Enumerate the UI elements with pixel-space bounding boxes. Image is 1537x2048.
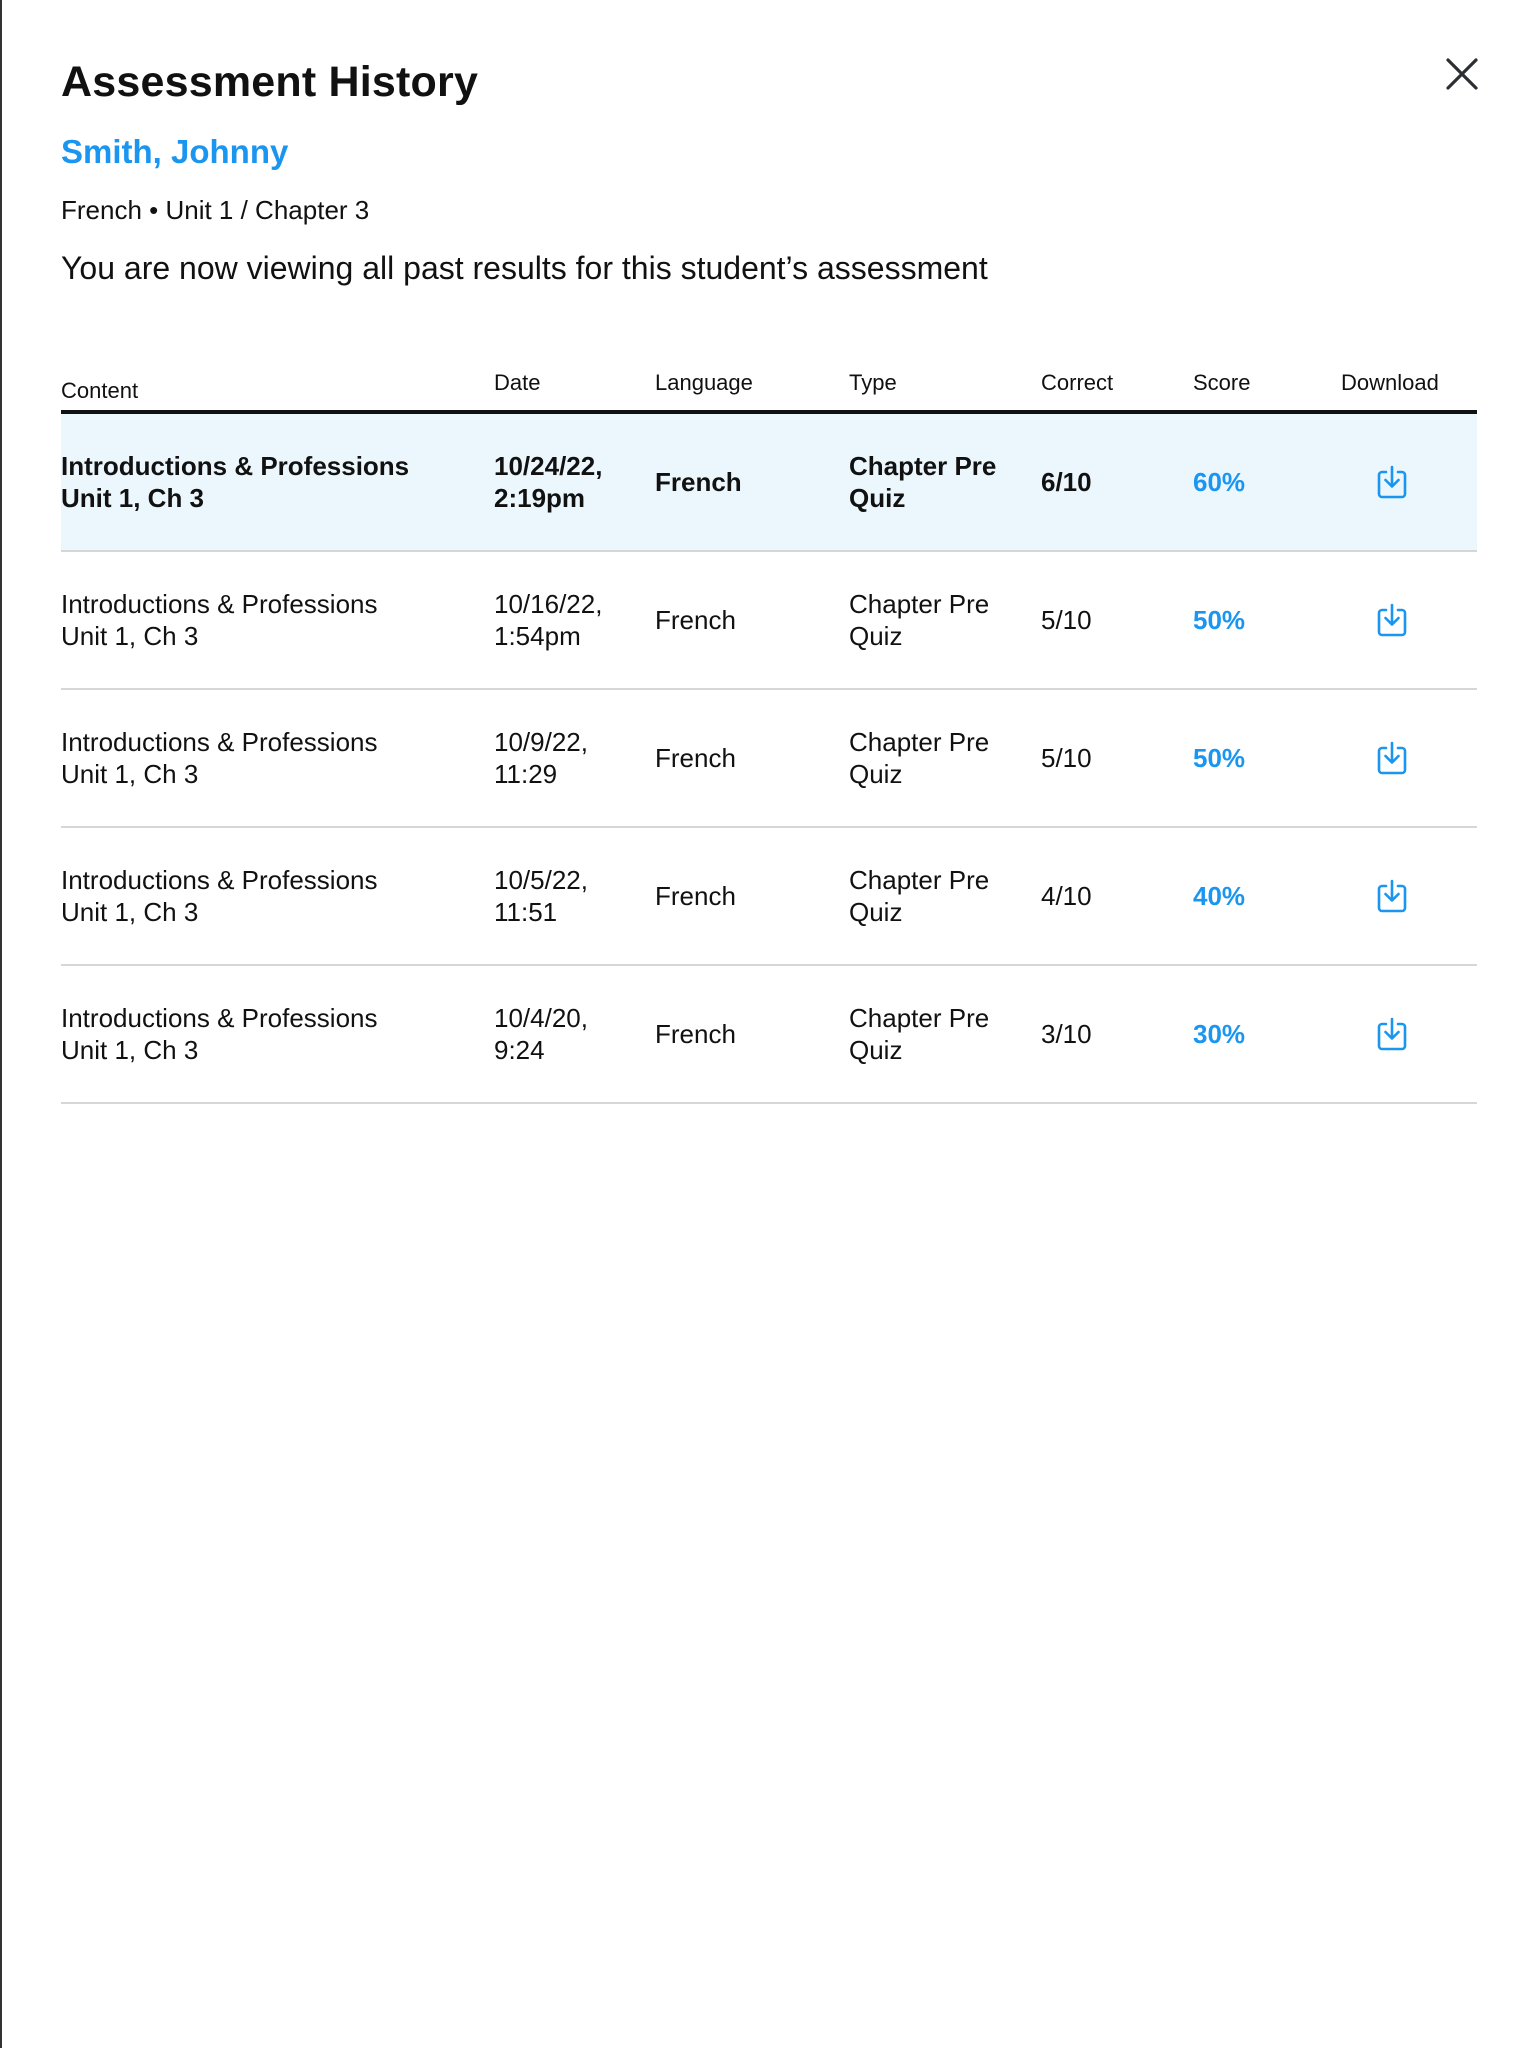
date-cell xyxy=(494,690,588,826)
language: French xyxy=(655,743,736,773)
type-cell xyxy=(849,828,989,964)
correct-cell xyxy=(1041,690,1092,826)
content-cell xyxy=(61,828,378,964)
type-cell xyxy=(849,690,989,826)
download-button[interactable] xyxy=(1375,1016,1409,1052)
score-cell xyxy=(1193,690,1245,826)
type-line1: Chapter Pre xyxy=(849,589,990,619)
date-cell xyxy=(494,552,602,688)
score-cell xyxy=(1193,552,1245,688)
download-button[interactable] xyxy=(1375,878,1409,914)
correct: 5/10 xyxy=(1041,605,1092,635)
download-icon xyxy=(1375,740,1409,776)
language: French xyxy=(655,881,736,911)
score: 40% xyxy=(1193,881,1246,911)
content-cell xyxy=(61,552,378,688)
content-unit: Unit 1, Ch 3 xyxy=(61,621,199,651)
col-download: Download xyxy=(1341,370,1439,395)
type-line1: Chapter Pre xyxy=(849,727,990,757)
table-row[interactable] xyxy=(61,690,1477,828)
correct-cell xyxy=(1041,828,1092,964)
table-row[interactable] xyxy=(61,414,1477,552)
content-unit: Unit 1, Ch 3 xyxy=(61,1035,199,1065)
student-name-link[interactable]: Smith, Johnny xyxy=(61,133,289,170)
date-cell xyxy=(494,966,588,1102)
content-title: Introductions & Professions xyxy=(61,727,378,757)
download-icon xyxy=(1375,464,1409,500)
content-cell xyxy=(61,690,378,826)
type-line1: Chapter Pre xyxy=(849,451,997,481)
download-button[interactable] xyxy=(1375,464,1409,500)
content-title: Introductions & Professions xyxy=(61,865,378,895)
description: You are now viewing all past results for this student’s assessment xyxy=(61,250,988,286)
type-line2: Quiz xyxy=(849,621,903,651)
col-language[interactable]: Language xyxy=(655,370,753,395)
page-title: Assessment History xyxy=(61,58,479,106)
time: 9:24 xyxy=(494,1035,545,1065)
score: 50% xyxy=(1193,605,1246,635)
date: 10/16/22, xyxy=(494,589,603,619)
date-cell xyxy=(494,414,602,550)
col-date[interactable]: Date xyxy=(494,370,541,395)
content-unit: Unit 1, Ch 3 xyxy=(61,759,199,789)
time: 11:29 xyxy=(494,759,558,789)
correct-cell xyxy=(1041,414,1092,550)
table-header xyxy=(61,355,1477,414)
breadcrumb: French • Unit 1 / Chapter 3 xyxy=(61,195,370,225)
type-line2: Quiz xyxy=(849,897,903,927)
type-cell xyxy=(849,966,989,1102)
language: French xyxy=(655,1019,736,1049)
type-line2: Quiz xyxy=(849,483,906,513)
content-unit: Unit 1, Ch 3 xyxy=(61,483,205,513)
close-icon xyxy=(1444,56,1480,92)
download-button[interactable] xyxy=(1375,740,1409,776)
score: 30% xyxy=(1193,1019,1246,1049)
table-row[interactable] xyxy=(61,552,1477,690)
close-button[interactable] xyxy=(1444,56,1480,92)
table-row[interactable] xyxy=(61,966,1477,1104)
score: 60% xyxy=(1193,467,1246,497)
score: 50% xyxy=(1193,743,1246,773)
language-cell xyxy=(655,828,736,964)
score-cell xyxy=(1193,828,1245,964)
content-title: Introductions & Professions xyxy=(61,589,378,619)
language-cell xyxy=(655,690,736,826)
download-button[interactable] xyxy=(1375,602,1409,638)
type-line1: Chapter Pre xyxy=(849,1003,990,1033)
col-correct[interactable]: Correct xyxy=(1041,370,1114,395)
download-icon xyxy=(1375,878,1409,914)
content-title: Introductions & Professions xyxy=(61,451,410,481)
date-cell xyxy=(494,828,588,964)
correct-cell xyxy=(1041,966,1092,1102)
language-cell xyxy=(655,552,736,688)
content-unit: Unit 1, Ch 3 xyxy=(61,897,199,927)
date: 10/9/22, xyxy=(494,727,588,757)
content-title: Introductions & Professions xyxy=(61,1003,378,1033)
correct: 3/10 xyxy=(1041,1019,1092,1049)
col-score[interactable]: Score xyxy=(1193,370,1251,395)
language-cell xyxy=(655,414,742,550)
time: 1:54pm xyxy=(494,621,581,651)
score-cell xyxy=(1193,966,1245,1102)
type-line1: Chapter Pre xyxy=(849,865,990,895)
time: 2:19pm xyxy=(494,483,586,513)
content-cell xyxy=(61,414,409,550)
type-cell xyxy=(849,552,989,688)
date: 10/4/20, xyxy=(494,1003,588,1033)
correct: 5/10 xyxy=(1041,743,1092,773)
language: French xyxy=(655,605,736,635)
table-row[interactable] xyxy=(61,828,1477,966)
correct-cell xyxy=(1041,552,1092,688)
date: 10/24/22, xyxy=(494,451,603,481)
language: French xyxy=(655,467,742,497)
score-cell xyxy=(1193,414,1245,550)
language-cell xyxy=(655,966,736,1102)
col-type[interactable]: Type xyxy=(849,370,897,395)
download-icon xyxy=(1375,1016,1409,1052)
type-cell xyxy=(849,414,996,550)
date: 10/5/22, xyxy=(494,865,588,895)
correct: 6/10 xyxy=(1041,467,1092,497)
time: 11:51 xyxy=(494,897,558,927)
type-line2: Quiz xyxy=(849,759,903,789)
type-line2: Quiz xyxy=(849,1035,903,1065)
correct: 4/10 xyxy=(1041,881,1092,911)
download-icon xyxy=(1375,602,1409,638)
assessment-table xyxy=(61,355,1477,1104)
col-content[interactable]: Content xyxy=(61,378,139,403)
content-cell xyxy=(61,966,378,1102)
window-edge xyxy=(0,0,2,2048)
